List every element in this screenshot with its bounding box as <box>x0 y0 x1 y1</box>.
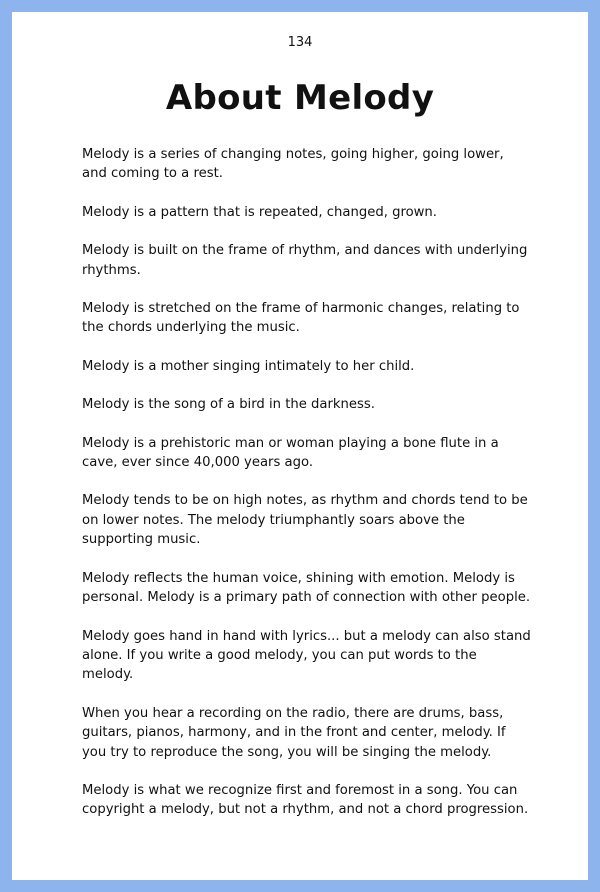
page-number: 134 <box>287 35 313 50</box>
paragraph: Melody reflects the human voice, shining with emotion. Melody is personal. Melody is a primary path of connection with other people. <box>82 570 531 606</box>
page-body <box>82 145 532 839</box>
book-page <box>12 12 588 880</box>
paragraph: Melody is stretched on the frame of harmonic changes, relating to the chords underlying the music. <box>82 301 520 336</box>
paragraph: Melody is what we recognize first and foremost in a song. You can copyright a melody, but not a rhythm, and not a chord progression. <box>82 782 529 818</box>
paragraph: Melody is a mother singing intimately to her child. <box>82 358 415 374</box>
paragraph: Melody goes hand in hand with lyrics... but a melody can also stand alone. If you write a good melody, you can put words to the melody. <box>82 628 531 683</box>
paragraph: Melody is a series of changing notes, going higher, going lower, and coming to a rest. <box>82 147 504 182</box>
paragraph: Melody is built on the frame of rhythm, and dances with underlying rhythms. <box>82 243 528 278</box>
paragraph: Melody is a prehistoric man or woman playing a bone flute in a cave, ever since 40,000 years ago. <box>82 435 499 471</box>
paragraph: Melody is the song of a bird in the darkness. <box>82 397 375 413</box>
page-title: About Melody <box>165 78 435 118</box>
paragraph: Melody tends to be on high notes, as rhythm and chords tend to be on lower notes. The melody triumphantly soars above the supporting music. <box>82 493 528 548</box>
paragraph: Melody is a pattern that is repeated, changed, grown. <box>82 204 437 220</box>
paragraph: When you hear a recording on the radio, there are drums, bass, guitars, pianos, harmony, and in the front and center, melody. If you try to reproduce the song, you will be singing the melody. <box>82 705 506 760</box>
